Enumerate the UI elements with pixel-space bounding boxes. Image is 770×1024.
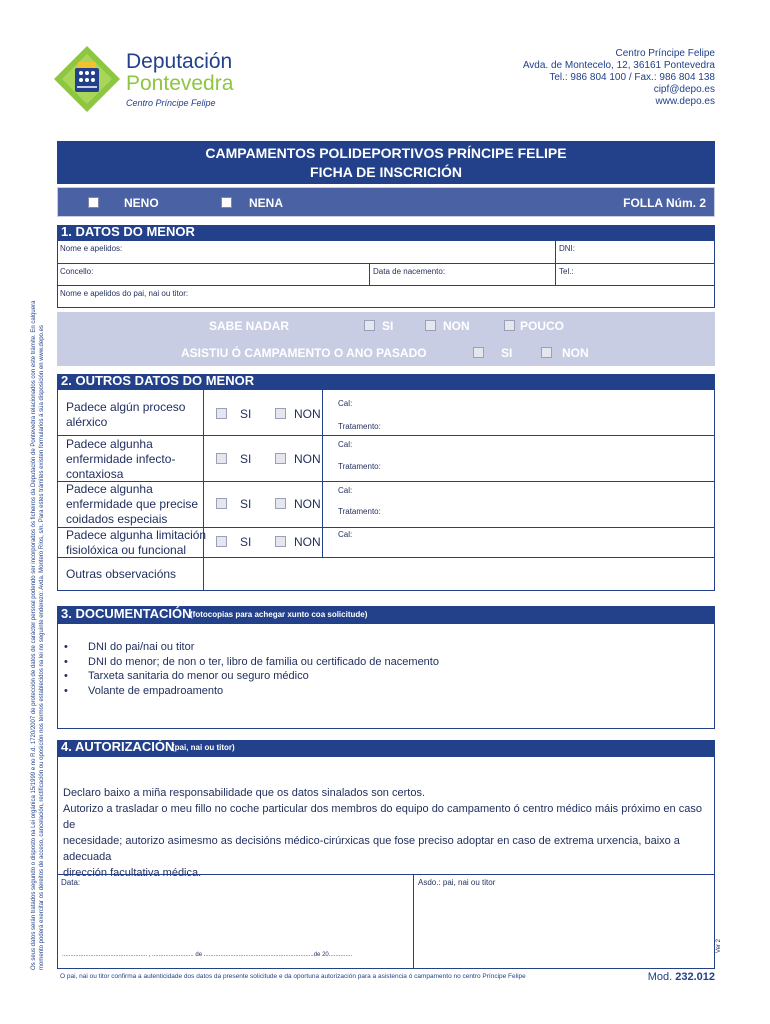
section-3-subtitle: (fotocopias para achegar xunto coa solicitude) [190,610,368,619]
allergy-treatment-label: Tratamento: [338,422,381,431]
limitation-si-label: SI [240,535,252,549]
swim-block [57,312,715,366]
dni-field-label: DNI: [559,244,575,253]
question-allergy: Padece algún proceso alérxico [66,400,186,429]
logo-name-1: Deputación [126,50,233,73]
privacy-line-2: momento poderá exercitar os dereitos de acceso, cancelación, rectificación ou oposición nos termos establecidos na lei no seguinte enderezo: Avda. Montero Ríos, s/n. Para estes trámites existen formularios á súa disposición en www.depo.es [39,325,45,970]
question-special-care: Padece algunha enfermidade que precise coidados especiais [66,482,199,526]
nena-label: NENA [249,196,284,210]
swim-non-label: NON [443,319,470,333]
section-4-subtitle: (pai, nai ou titor) [172,743,235,752]
special-care-si-label: SI [240,497,252,511]
birthdate-field-label: Data de nacemento: [373,267,446,276]
date-field-label: Data: [61,878,81,887]
special-care-treatment-label: Tratamento: [338,507,381,516]
special-care-cal-label: Cal: [338,486,353,495]
contact-web[interactable]: www.depo.es [655,96,715,107]
other-observations-label: Outras observacións [66,567,177,581]
folla-number: FOLLA Núm. 2 [623,196,706,210]
section-2-header [57,374,715,389]
list-item: • DNI do pai/nai ou titor [64,641,195,653]
swim-pouco-checkbox[interactable] [504,320,515,331]
allergy-non-label: NON [294,407,321,421]
allergy-si-label: SI [240,407,252,421]
section-1-header [57,225,715,240]
neno-checkbox[interactable] [88,197,99,208]
name-field-label: Nome e apelidos: [60,244,123,253]
infectious-non-checkbox[interactable] [275,453,286,464]
section-3-title: 3. DOCUMENTACIÓN [61,606,192,621]
question-infectious: Padece algunha enfermidade infecto- contaxiosa [66,437,176,481]
allergy-cal-label: Cal: [338,399,353,408]
section-2-title: 2. OUTROS DATOS DO MENOR [61,373,255,388]
infectious-treatment-label: Tratamento: [338,462,381,471]
attended-label: ASISTIU Ó CAMPAMENTO O ANO PASADO [181,346,427,360]
contact-name: Centro Príncipe Felipe [615,48,715,59]
form-title: CAMPAMENTOS POLIDEPORTIVOS PRÍNCIPE FELIPE [205,145,567,161]
swim-pouco-label: POUCO [520,319,565,333]
attended-si-checkbox[interactable] [473,347,484,358]
swim-non-checkbox[interactable] [425,320,436,331]
infectious-non-label: NON [294,452,321,466]
documentation-list [64,640,439,698]
signature-field-label: Asdo.: pai, nai ou titor [418,878,496,887]
footer-note: O pai, nai ou titor confirma a autenticidade dos datos da presente solicitude e da oportuna autorización para a asistencia ó campamento no centro Príncipe Felipe [60,973,526,980]
contact-address: Avda. de Montecelo, 12, 36161 Pontevedra [522,60,715,71]
special-care-si-checkbox[interactable] [216,498,227,509]
privacy-line-1: Os seus datos serán tratados segundo o disposto na Lei orgánica 15/1999 e no R.d. 1720/2007 de protección de datos de carácter persoal podendo ser incorporados ós ficheiros da Deputación de Pontevedra relacionados con este trámite. En calquera [31,300,37,970]
swim-label: SABE NADAR [209,319,290,333]
section-2-body [57,389,715,591]
limitation-si-checkbox[interactable] [216,536,227,547]
section-4-header [57,740,715,756]
limitation-non-checkbox[interactable] [275,536,286,547]
attended-non-checkbox[interactable] [541,347,552,358]
concello-field-label: Concello: [60,267,94,276]
limitation-non-label: NON [294,535,321,549]
contact-email[interactable]: cipf@depo.es [653,84,715,95]
swim-si-label: SI [382,319,394,333]
parent-name-field-label: Nome e apelidos do pai, nai ou titor: [60,289,189,298]
list-item: • DNI do menor; de non o ter, libro de familia ou certificado de nacemento [64,655,439,668]
tel-field-label: Tel.: [559,267,574,276]
contact-phone: Tel.: 986 804 100 / Fax.: 986 804 138 [549,72,715,83]
allergy-non-checkbox[interactable] [275,408,286,419]
allergy-si-checkbox[interactable] [216,408,227,419]
logo [52,44,252,114]
list-item: • Tarxeta sanitaria do menor ou seguro médico [64,670,309,682]
logo-emblem-icon [52,44,122,114]
section-1-title: 1. DATOS DO MENOR [61,224,195,239]
special-care-non-label: NON [294,497,321,511]
neno-label: NENO [124,196,159,210]
swim-si-checkbox[interactable] [364,320,375,331]
limitation-cal-label: Cal: [338,530,353,539]
special-care-non-checkbox[interactable] [275,498,286,509]
infectious-cal-label: Cal: [338,440,353,449]
form-header [57,141,715,184]
section-3-header [57,606,715,623]
contact-block [523,48,715,108]
date-line[interactable]: ................................................... , ......................... de ..................................................................de 20.............. [62,952,353,958]
list-item: • Volante de empadroamento [64,684,224,697]
attended-si-label: SI [501,346,513,360]
nena-checkbox[interactable] [221,197,232,208]
section-4-title: 4. AUTORIZACIÓN [61,739,175,754]
gender-row [57,187,715,217]
section-4-body [57,756,722,969]
attended-non-label: NON [562,346,589,360]
authorization-text: Declaro baixo a miña responsabilidade que os datos sinalados son certos. Autorizo a trasladar o meu fillo no coche particular dos membros do equipo do campamento ó centro médico máis próximo en caso de necesidade; autorizo asimesmo as decisións médico-cirúrxicas que fose preciso adoptar en caso de extrema urxencia, baixo a adecuada dirección facultativa médica. [63,787,702,879]
section-3-body [57,623,715,729]
model-number: Mod. 232.012 [647,971,715,983]
logo-name-2: Pontevedra [126,72,234,95]
privacy-side-text [30,120,46,970]
infectious-si-checkbox[interactable] [216,453,227,464]
infectious-si-label: SI [240,452,252,466]
version-label: Ver 2 [715,938,722,954]
logo-subtitle: Centro Príncipe Felipe [126,98,216,108]
section-1-body [57,240,715,308]
form-subtitle: FICHA DE INSCRICIÓN [310,164,462,180]
question-limitation: Padece algunha limitación fisiolóxica ou funcional [66,528,207,557]
